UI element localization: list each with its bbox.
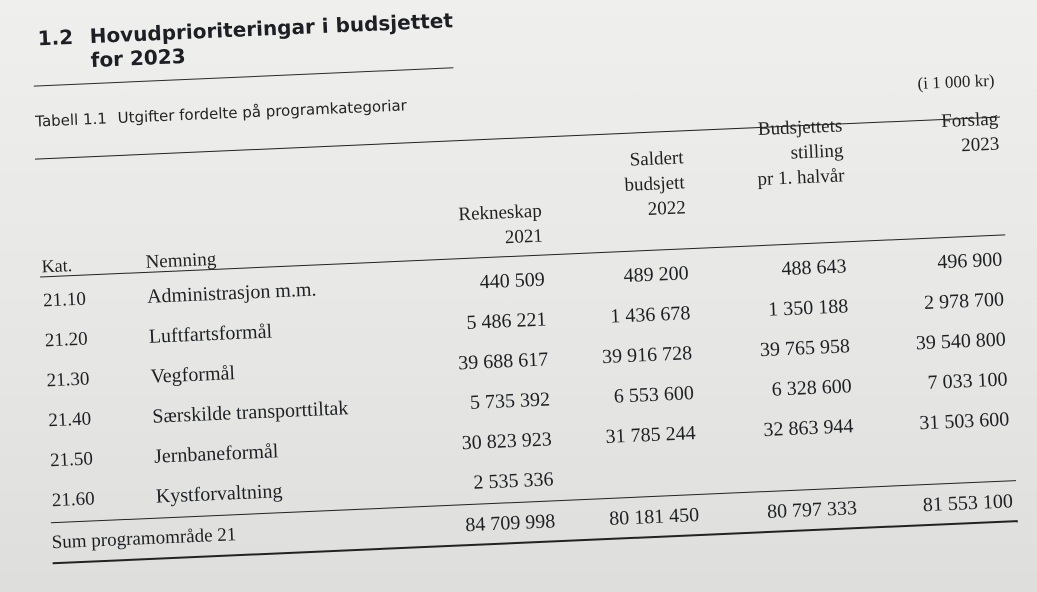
header-saldert-line-2: budsjett	[624, 172, 686, 196]
cell-rekneskap-2021: 2 535 336	[473, 468, 554, 494]
cell-nemning: Kystforvaltning	[155, 480, 283, 508]
cell-nemning: Luftfartsformål	[148, 320, 273, 348]
header-saldert-line-3: 2022	[647, 197, 687, 220]
cell-saldert-2022: 489 200	[623, 262, 690, 288]
sum-forslag-2023: 81 553 100	[922, 490, 1014, 517]
sum-stilling-halvar: 80 797 333	[766, 497, 858, 524]
sum-rekneskap-2021: 84 709 998	[464, 510, 556, 537]
cell-rekneskap-2021: 39 688 617	[457, 348, 549, 375]
cell-stilling-halvar: 488 643	[781, 255, 847, 281]
unit-note: (i 1 000 kr)	[917, 70, 995, 94]
cell-stilling-halvar: 39 765 958	[759, 335, 851, 362]
cell-kat: 21.50	[49, 448, 94, 472]
section-title: Hovudprioriteringar i budsjettet for 2023	[89, 8, 454, 73]
header-stilling-halvar	[704, 113, 845, 194]
cell-forslag-2023: 39 540 800	[915, 328, 1007, 355]
header-nemning: Nemning	[145, 248, 217, 273]
cell-rekneskap-2021: 440 509	[479, 268, 546, 294]
table-caption-label: Tabell 1.1	[34, 109, 108, 131]
cell-kat: 21.20	[44, 328, 89, 352]
header-stilling-line-3: pr 1. halvår	[757, 165, 845, 191]
cell-saldert-2022: 6 553 600	[613, 382, 695, 408]
cell-forslag-2023: 496 900	[936, 248, 1003, 274]
header-stilling-line-1: Budsjettets	[757, 115, 843, 141]
cell-saldert-2022: 31 785 244	[605, 422, 697, 448]
cell-rekneskap-2021: 5 486 221	[466, 308, 547, 334]
header-rekneskap-2021	[431, 199, 543, 254]
cell-kat: 21.10	[42, 288, 87, 312]
cell-stilling-halvar: 6 328 600	[771, 375, 853, 401]
cell-kat: 21.40	[47, 408, 92, 432]
cell-nemning: Jernbaneformål	[153, 440, 279, 468]
cell-saldert-2022: 1 436 678	[609, 302, 691, 328]
cell-nemning: Administrasjon m.m.	[146, 278, 317, 308]
header-rekneskap-line-2: 2021	[504, 225, 544, 249]
header-rekneskap-line-1: Rekneskap	[457, 200, 543, 226]
cell-kat: 21.60	[51, 488, 96, 512]
cell-stilling-halvar: 1 350 188	[767, 295, 849, 321]
header-forslag-line-1: Forslag	[940, 108, 999, 133]
table-caption	[35, 96, 407, 130]
section-number: 1.2	[37, 24, 74, 51]
sum-label: Sum programområde 21	[51, 524, 237, 554]
cell-nemning: Særskilde transporttiltak	[151, 397, 349, 428]
header-forslag-2023	[882, 107, 1000, 162]
header-stilling-line-2: stilling	[790, 140, 844, 164]
cell-forslag-2023: 7 033 100	[927, 368, 1008, 394]
header-saldert-2022	[565, 145, 686, 225]
cell-saldert-2022: 39 916 728	[601, 342, 693, 369]
table-caption-text: Utgifter fordelte på programkategoriar	[117, 96, 408, 127]
cell-rekneskap-2021: 30 823 923	[461, 428, 553, 455]
cell-forslag-2023: 2 978 700	[923, 288, 1005, 314]
cell-kat: 21.30	[46, 368, 90, 392]
cell-forslag-2023: 31 503 600	[918, 408, 1010, 435]
cell-stilling-halvar: 32 863 944	[763, 415, 854, 442]
cell-rekneskap-2021: 5 735 392	[469, 388, 551, 414]
sum-saldert-2022: 80 181 450	[608, 504, 700, 530]
cell-nemning: Vegformål	[150, 362, 236, 388]
header-kat: Kat.	[41, 255, 73, 277]
header-saldert-line-1: Saldert	[629, 147, 684, 171]
header-forslag-line-2: 2023	[960, 133, 1000, 157]
